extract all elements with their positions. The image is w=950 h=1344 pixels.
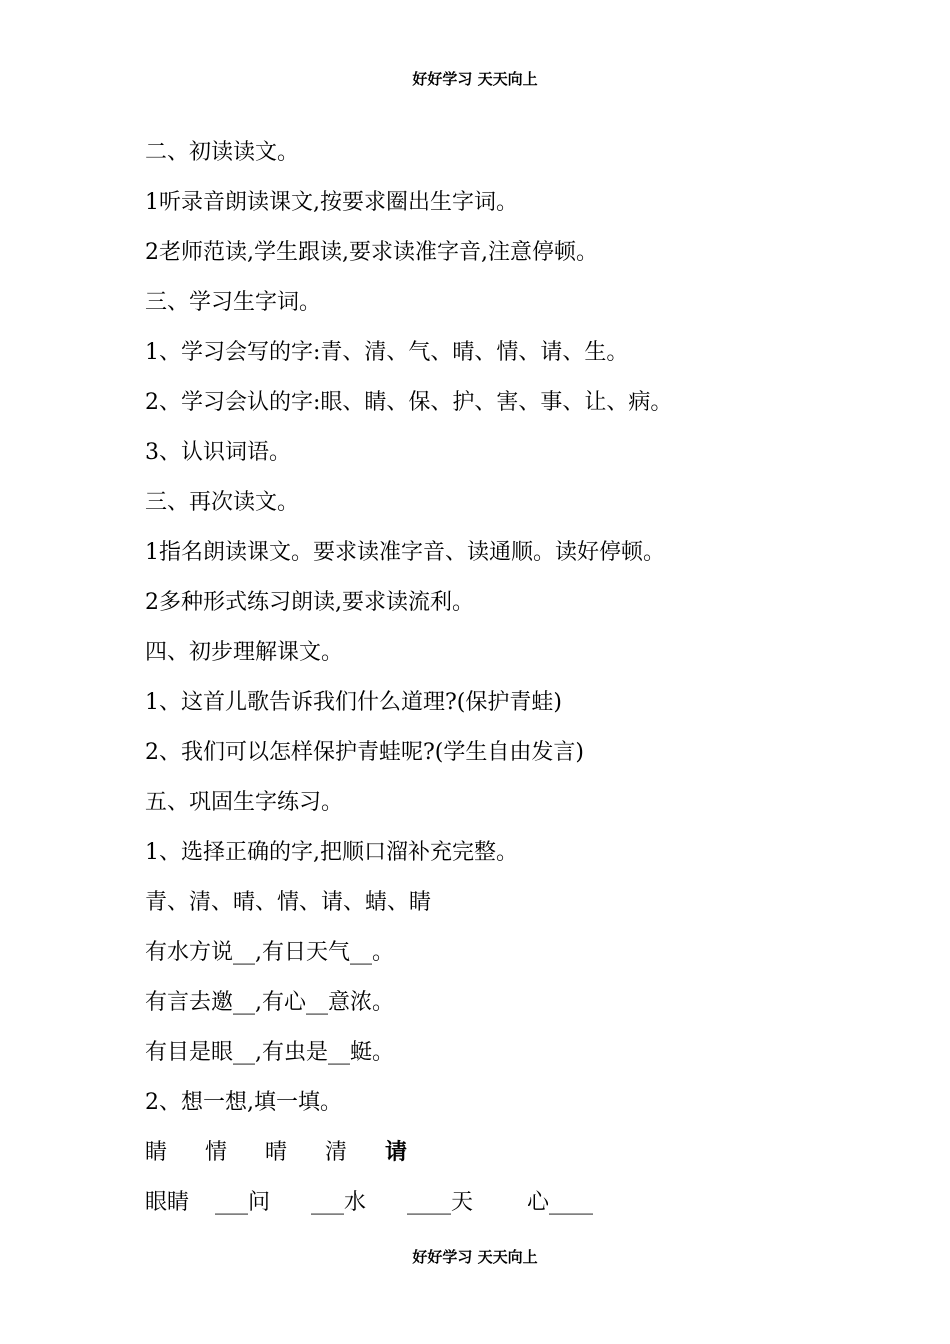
text-line: 1指名朗读课文。要求读准字音、读通顺。读好停顿。 xyxy=(145,540,665,565)
section-heading: 二、初读读文。 xyxy=(145,140,300,165)
rhyme-line: 有水方说__,有日天气__。 xyxy=(145,940,394,965)
text-line: 2、学习会认的字:眼、睛、保、护、害、事、让、病。 xyxy=(145,390,673,415)
character-option: 清 xyxy=(325,1140,348,1165)
section-heading: 三、再次读文。 xyxy=(145,490,300,515)
text-line: 2、我们可以怎样保护青蛙呢?(学生自由发言) xyxy=(145,740,584,765)
text-line: 2、想一想,填一填。 xyxy=(145,1090,342,1115)
fill-in-row xyxy=(145,1188,885,1238)
text-line: 2老师范读,学生跟读,要求读准字音,注意停顿。 xyxy=(145,240,598,265)
character-choice-row xyxy=(145,1138,885,1188)
page-footer: 好好学习 天天向上 xyxy=(412,1248,538,1266)
fill-in-item: ___问 xyxy=(215,1190,271,1215)
page-header: 好好学习 天天向上 xyxy=(412,70,538,88)
text-line: 3、认识词语。 xyxy=(145,440,291,465)
rhyme-line: 有言去邀__,有心__意浓。 xyxy=(145,990,394,1015)
fill-in-item: ___水 xyxy=(311,1190,367,1215)
fill-in-item: ____天 xyxy=(407,1190,474,1215)
character-option: 晴 xyxy=(265,1140,288,1165)
section-heading: 五、巩固生字练习。 xyxy=(145,790,344,815)
fill-in-item: 心____ xyxy=(527,1190,594,1215)
text-line: 1、学习会写的字:青、清、气、晴、情、请、生。 xyxy=(145,340,629,365)
text-line: 1、这首儿歌告诉我们什么道理?(保护青蛙) xyxy=(145,690,562,715)
document-body xyxy=(145,138,885,1238)
fill-in-item: 眼睛 xyxy=(145,1190,190,1215)
rhyme-line: 有目是眼__,有虫是__蜓。 xyxy=(145,1040,394,1065)
text-line: 2多种形式练习朗读,要求读流利。 xyxy=(145,590,474,615)
section-heading: 四、初步理解课文。 xyxy=(145,640,344,665)
character-list: 青、清、晴、情、请、蜻、睛 xyxy=(145,890,432,915)
section-heading: 三、学习生字词。 xyxy=(145,290,322,315)
text-line: 1听录音朗读课文,按要求圈出生字词。 xyxy=(145,190,518,215)
character-option: 情 xyxy=(205,1140,228,1165)
character-option: 请 xyxy=(385,1140,408,1165)
text-line: 1、选择正确的字,把顺口溜补充完整。 xyxy=(145,840,518,865)
character-option: 睛 xyxy=(145,1140,168,1165)
